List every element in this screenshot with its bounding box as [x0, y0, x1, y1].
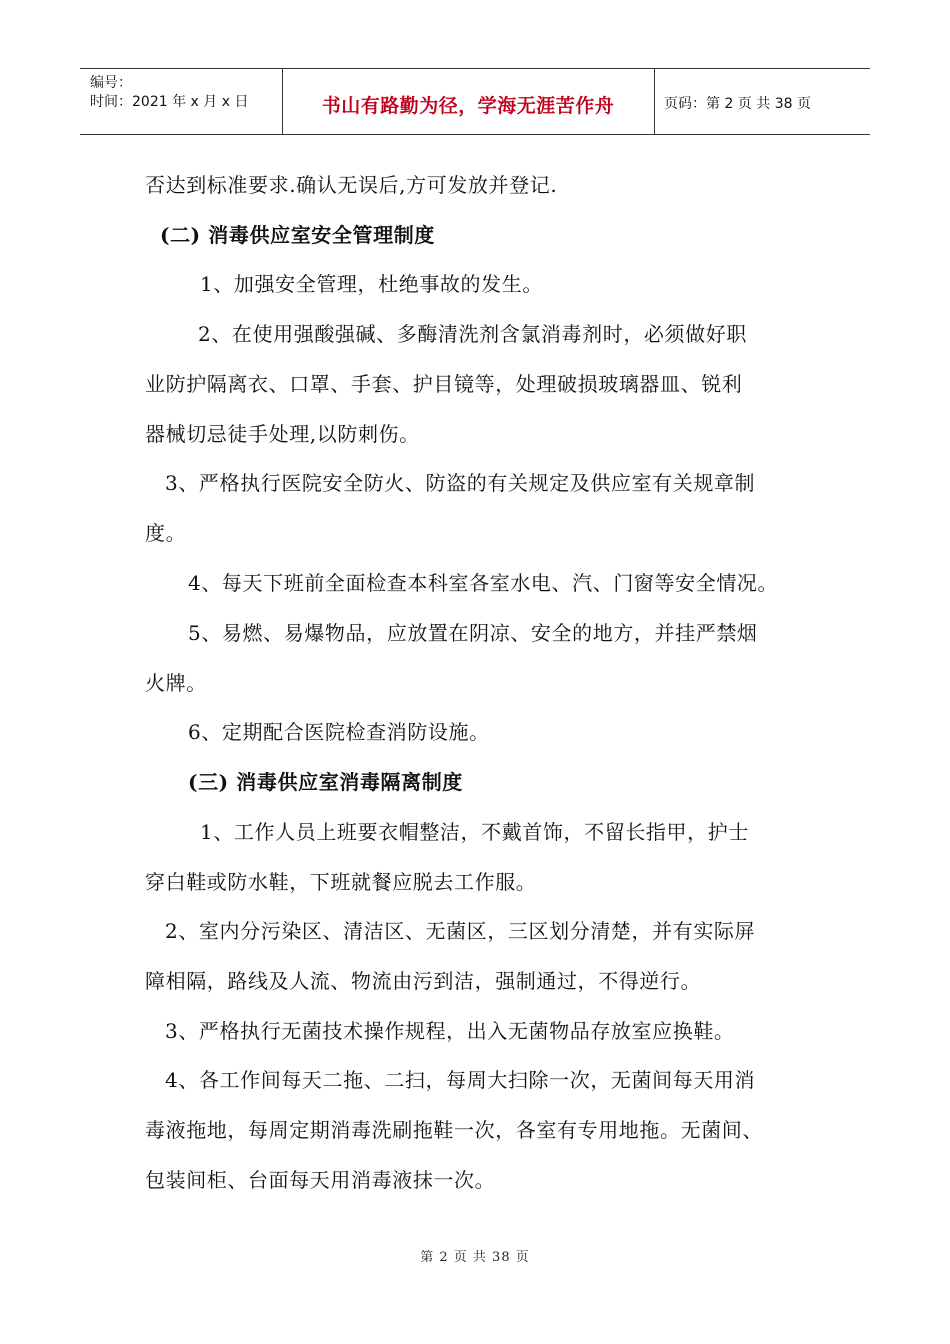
body-line: 度。 [145, 521, 187, 545]
body-line: 5、易燃、易爆物品，应放置在阴凉、安全的地方，并挂严禁烟 [188, 621, 758, 645]
header-page-info: 页码：第 2 页 共 38 页 [664, 96, 811, 112]
body-line: 3、严格执行医院安全防火、防盗的有关规定及供应室有关规章制 [165, 471, 756, 495]
body-line: 包装间柜、台面每天用消毒液抹一次。 [145, 1168, 496, 1192]
document-time: 时间：2021 年 x 月 x 日 [90, 94, 249, 110]
body-line: 3、严格执行无菌技术操作规程，出入无菌物品存放室应换鞋。 [165, 1019, 735, 1043]
header-meta-cell [80, 69, 283, 134]
page-footer: 第 2 页 共 38 页 [420, 1250, 530, 1265]
header-motto-cell [282, 69, 655, 134]
body-line: 2、室内分污染区、清洁区、无菌区，三区划分清楚，并有实际屏 [165, 919, 756, 943]
body-line: 毒液拖地，每周定期消毒洗刷拖鞋一次，各室有专用地拖。无菌间、 [145, 1118, 763, 1142]
section-heading: (三) 消毒供应室消毒隔离制度 [188, 770, 463, 794]
body-line: 穿白鞋或防水鞋，下班就餐应脱去工作服。 [145, 870, 537, 894]
header-page-cell [654, 69, 870, 134]
body-line: 6、定期配合医院检查消防设施。 [188, 720, 490, 744]
body-line: 4、各工作间每天二拖、二扫，每周大扫除一次，无菌间每天用消 [165, 1068, 756, 1092]
body-line: 业防护隔离衣、口罩、手套、护目镜等，处理破损玻璃器皿、锐利 [145, 372, 743, 396]
document-number: 编号： [90, 75, 132, 91]
body-line: 器械切忌徒手处理,以防刺伤。 [145, 422, 420, 446]
body-line: 2、在使用强酸强碱、多酶清洗剂含氯消毒剂时，必须做好职 [198, 322, 747, 346]
body-line: 1、工作人员上班要衣帽整洁，不戴首饰，不留长指甲，护士 [200, 820, 749, 844]
body-line: 否达到标准要求.确认无误后,方可发放并登记. [145, 173, 558, 197]
document-header [80, 68, 870, 135]
section-heading: (二) 消毒供应室安全管理制度 [160, 223, 435, 247]
body-line: 障相隔，路线及人流、物流由污到洁，强制通过，不得逆行。 [145, 969, 702, 993]
body-line: 1、加强安全管理，杜绝事故的发生。 [200, 272, 543, 296]
header-motto: 书山有路勤为径，学海无涯苦作舟 [321, 95, 615, 117]
body-line: 火牌。 [145, 671, 207, 695]
body-line: 4、每天下班前全面检查本科室各室水电、汽、门窗等安全情况。 [188, 571, 779, 595]
